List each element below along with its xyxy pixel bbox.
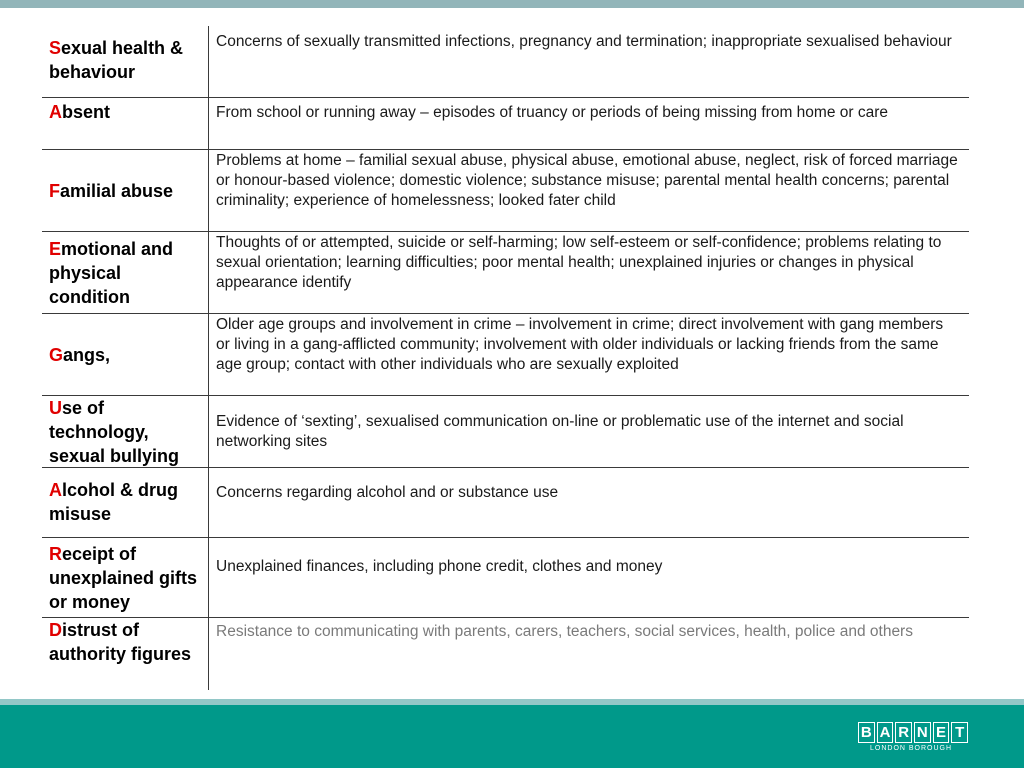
logo-letters <box>858 722 968 743</box>
table-row <box>42 232 969 314</box>
factor-description: Concerns of sexually transmitted infections, pregnancy and termination; inappropriate sexualised behaviour <box>216 33 952 50</box>
table-row <box>42 26 969 98</box>
logo-letter: B <box>858 722 875 743</box>
factor-label <box>42 538 209 617</box>
factor-initial: U <box>49 398 62 418</box>
factor-label <box>42 98 209 149</box>
factor-initial: F <box>49 180 60 201</box>
factor-text: amilial abuse <box>60 180 174 201</box>
table-row <box>42 314 969 396</box>
factor-text: bsent <box>62 102 111 122</box>
table-row <box>42 538 969 618</box>
table-row <box>42 98 969 150</box>
factor-description: Concerns regarding alcohol and or substance use <box>216 484 559 501</box>
factor-description: Thoughts of or attempted, suicide or self-harming; low self-esteem or self-confidence; problems relating to sexual orientation; learning difficulties; poor mental health; unexplained injuries or changes in physical appearance identify <box>216 234 942 291</box>
factor-initial: A <box>49 480 62 500</box>
factor-label <box>42 314 209 395</box>
factor-initial: D <box>49 620 62 640</box>
factor-description: Resistance to communicating with parents, carers, teachers, social services, health, police and others <box>216 623 913 640</box>
factor-label <box>42 468 209 537</box>
factor-label <box>42 232 209 313</box>
logo-letter: R <box>895 722 912 743</box>
factor-initial: R <box>49 544 62 564</box>
factor-description: Older age groups and involvement in crime – involvement in crime; direct involvement with gang members or living in a gang-afflicted community; involvement with older individuals or lacking friends from the same age group; contact with other individuals who are sexually exploited <box>216 316 944 373</box>
factor-text: angs, <box>63 344 111 365</box>
say-factors-table <box>42 26 969 690</box>
table-row <box>42 396 969 468</box>
factor-text: lcohol & drug misuse <box>49 480 178 524</box>
factor-text: eceipt of unexplained gifts or money <box>49 544 198 612</box>
factor-text: exual health & behaviour <box>49 38 184 82</box>
logo-letter: T <box>951 722 968 743</box>
factor-initial: S <box>49 38 62 58</box>
table-row <box>42 150 969 232</box>
factor-label <box>42 618 209 690</box>
factor-description: From school or running away – episodes of truancy or periods of being missing from home or care <box>216 104 888 121</box>
barnet-logo <box>858 722 968 752</box>
table-row <box>42 468 969 538</box>
factor-label <box>42 396 209 467</box>
factor-description: Problems at home – familial sexual abuse, physical abuse, emotional abuse, neglect, risk of forced marriage or honour-based violence; domestic violence; substance misuse; parental mental health concerns; parental criminality; experience of homelessness; looked fater child <box>216 152 958 209</box>
top-accent-bar <box>0 0 1024 8</box>
logo-subtitle: LONDON BOROUGH <box>870 745 953 752</box>
factor-label <box>42 150 209 231</box>
logo-letter: N <box>914 722 931 743</box>
factor-text: motional and physical condition <box>49 239 174 307</box>
factor-initial: G <box>49 344 64 365</box>
factor-initial: E <box>49 239 62 259</box>
factor-text: istrust of authority figures <box>49 620 192 664</box>
factor-description: Evidence of ‘sexting’, sexualised communication on-line or problematic use of the internet and social networking sites <box>216 412 904 450</box>
logo-letter: A <box>877 722 894 743</box>
logo-letter: E <box>933 722 950 743</box>
factor-description: Unexplained finances, including phone credit, clothes and money <box>216 558 663 575</box>
table-row <box>42 618 969 690</box>
factor-label <box>42 26 209 97</box>
factor-text: se of technology, sexual bullying <box>49 398 180 466</box>
factor-initial: A <box>49 102 62 122</box>
